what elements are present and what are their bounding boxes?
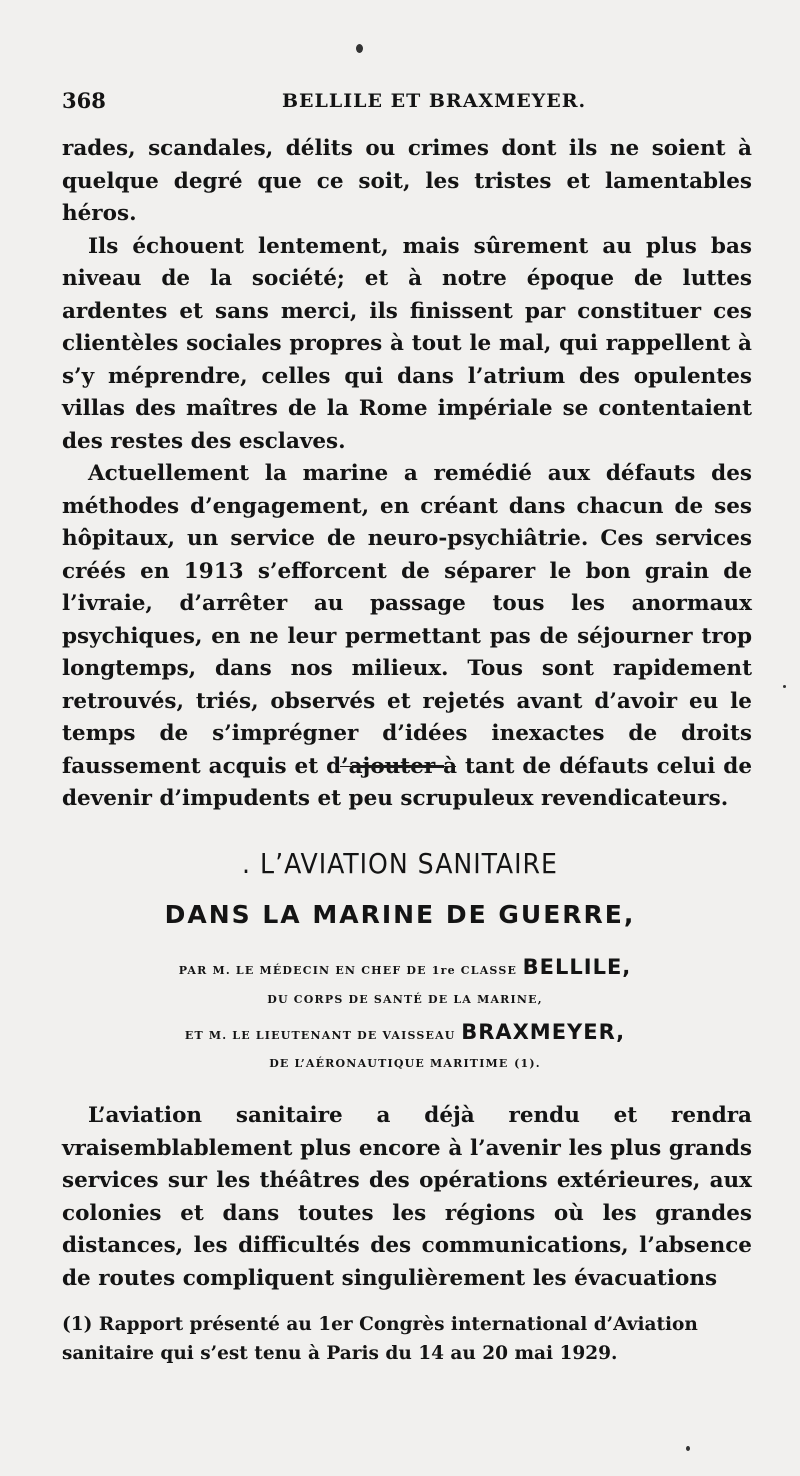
byline-affiliation: DU CORPS DE SANTÉ DE LA MARINE, <box>267 993 543 1006</box>
paragraph-continuation: rades, scandales, délits ou crimes dont ils ne soient à quelque degré que ce soit, les tristes et lamentables héros. <box>62 136 752 226</box>
paragraph: Ils échouent lentement, mais sûrement au plus bas niveau de la société; et à notre époque de luttes ardentes et sans merci, ils finissent par constituer ces clientèles sociales propres à tout le mal, qui rappellent à s’y méprendre, celles qui dans l’atrium des opulentes villas des maîtres de la Rome impériale se contentaient des restes des esclaves. <box>62 233 752 454</box>
article-subtitle: DANS LA MARINE DE GUERRE, <box>164 900 636 929</box>
author-name: BRAXMEYER, <box>461 1020 626 1044</box>
footnote-reference: (1). <box>514 1057 541 1070</box>
section-divider <box>352 765 444 768</box>
page-number: 368 <box>62 88 106 113</box>
article-title: . L’AVIATION SANITAIRE <box>242 847 558 880</box>
paragraph: L’aviation sanitaire a déjà rendu et rendra vraisemblablement plus encore à l’avenir les plus grands services sur les théâtres des opérations extérieures, aux colonies et dans toutes les régions où les grandes distances, les difficultés des communications, l’absence de routes compliquent singulièrement les évacuations <box>62 1103 752 1291</box>
body-text <box>62 133 752 816</box>
scan-speck <box>686 1446 690 1451</box>
byline-corps <box>0 988 800 1007</box>
running-header <box>62 88 732 118</box>
author-name: BELLILE, <box>522 955 632 979</box>
byline-author-1 <box>0 955 800 979</box>
byline-aeronautique <box>0 1052 800 1071</box>
running-title: BELLILE ET BRAXMEYER. <box>282 90 587 112</box>
paragraph: Actuellement la marine a remédié aux défauts des méthodes d’engagement, en créant dans chacun de ses hôpitaux, un service de neuro-psychiâtrie. Ces services créés en 1913 s’efforcent de séparer le bon grain de l’ivraie, d’arrêter au passage tous les anormaux psychiques, en ne leur permettant pas de séjourner trop longtemps, dans nos milieux. Tous sont rapidement retrouvés, triés, observés et rejetés avant d’avoir eu le temps de s’imprégner d’idées inexactes de droits faussement acquis et d’ajouter à tant de défauts celui de devenir d’impudents et peu scrupuleux revendicateurs. <box>62 461 752 811</box>
footnote: (1) Rapport présenté au 1er Congrès international d’Aviation sanitaire qui s’est tenu à Paris du 14 au 20 mai 1929. <box>62 1314 698 1364</box>
byline-affiliation: DE L’AÉRONAUTIQUE MARITIME <box>269 1057 509 1070</box>
byline-rank: PAR M. LE MÉDECIN EN CHEF DE 1re CLASSE <box>178 964 518 977</box>
scan-speck <box>356 44 363 53</box>
scan-speck <box>783 685 786 688</box>
article-body <box>62 1100 752 1295</box>
byline-author-2 <box>0 1020 800 1044</box>
byline-rank: ET M. LE LIEUTENANT DE VAISSEAU <box>184 1029 456 1042</box>
